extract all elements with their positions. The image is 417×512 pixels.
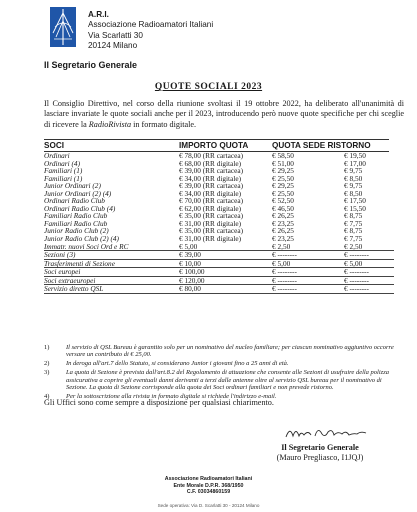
row-ristorno: € -------- [344,284,369,294]
table-top-rule [44,139,389,140]
row-ristorno: € 9,75 [344,166,363,176]
row-quota-sede: € -------- [272,250,297,260]
row-label: Soci europei [44,267,81,277]
footer-line-3: C.F. 03034860159 [186,489,231,495]
row-ristorno: € 8,50 [344,188,363,198]
footer [0,476,417,496]
row-quota-sede: € 23,25 [272,234,294,244]
row-importo: € 31,00 (RR digitale) [179,234,242,244]
table-row [44,260,394,269]
footnote [44,369,394,391]
fees-table [44,152,394,294]
row-ristorno: € 17,50 [344,196,366,206]
row-label: Ordinari Radio Club [44,196,105,206]
footer-line-1: Associazione Radioamatori Italiani [164,476,253,482]
row-ristorno: € -------- [344,275,369,285]
org-name: Associazione Radioamatori Italiani [88,20,214,30]
signature-block [250,443,390,464]
row-ristorno: € 2,50 [344,241,363,251]
row-label: Junior Radio Club (2) (4) [44,234,119,244]
row-importo: € 70,00 (RR cartacea) [179,196,244,206]
row-label: Familiari Radio Club [44,218,108,228]
footnote-number: 2) [44,360,50,368]
footnote-text: La quota di Sezione è prevista dall'art.8.2 del Regolamento di attuazione che consente alle Sezioni di usufruire della polizza assicurativa a coprire gli eventuali danni derivanti a terzi dalle antenne oltre al servizio QSL bureau per il nominativo di Sezione. La quota di Sezione corrisponde alla quota dei Soci ordinari familiari e non prevede ristorno. [66,369,389,392]
footnote-text: Per la sottoscrizione alla rivista in formato digitale si richiede l'indirizzo e-mail. [66,392,277,400]
row-ristorno: € 8,75 [344,226,363,236]
row-ristorno: € 17,00 [344,158,366,168]
letterhead-address [88,10,213,52]
row-quota-sede: € 58,50 [272,151,294,160]
row-quota-sede: € 2,50 [272,241,291,251]
org-short: A.R.I. [88,10,109,19]
ari-logo [50,7,76,47]
row-importo: € 35,00 (RR cartacea) [179,211,244,221]
table-row [44,243,394,252]
row-importo: € 39,00 (RR cartacea) [179,181,244,191]
row-ristorno: € 7,75 [344,234,363,244]
signature-title: Il Segretario Generale [281,443,359,452]
row-label: Familiari (1) [44,173,83,183]
table-row [44,268,394,277]
row-importo: € 39,00 [179,250,201,260]
row-quota-sede: € -------- [272,284,297,294]
row-label: Junior Ordinari (2) [44,181,101,191]
footer-line-2: Ente Morale D.P.R. 368/1950 [173,482,244,489]
footer-address: Sede operativa: Via D. Scarlatti 30 - 20124 Milano [157,503,260,508]
row-quota-sede: € 26,25 [272,211,294,221]
row-label: Servizio diretto QSL [44,284,104,294]
row-importo: € 10,00 [179,258,201,268]
footnote [44,344,394,359]
footnote-text: In deroga all'art.7 dello Statuto, si considerano Junior i giovani fino a 25 anni di età. [66,360,289,368]
row-ristorno: € 8,75 [344,211,363,221]
intro-paragraph: Il Consiglio Direttivo, nel corso della riunione svoltasi il 19 ottobre 2022, ha deliberato all'unanimità di lasciare invariate le quote sociali anche per il 2023, introducendo però nuove quote specifiche per chi sceglie di ricevere la RadioRivista in formato digitale. [44,99,404,129]
row-importo: € 80,00 [179,284,201,294]
row-ristorno: € -------- [344,250,369,260]
row-quota-sede: € 29,25 [272,166,294,176]
row-label: Junior Radio Club (2) [44,226,109,236]
row-quota-sede: € 25,50 [272,173,294,183]
row-label: Junior Ordinari (2) (4) [44,188,112,198]
row-quota-sede: € 23,25 [272,218,294,228]
row-ristorno: € 7,75 [344,218,363,228]
row-quota-sede: € 46,50 [272,203,294,213]
footnote-number: 4) [44,392,50,400]
row-label: Sezioni (3) [44,250,76,260]
row-quota-sede: € 52,50 [272,196,294,206]
row-importo: € 35,00 (RR cartacea) [179,226,244,236]
row-label: Familiari Radio Club [44,211,108,221]
row-importo: € 34,00 (RR digitale) [179,188,242,198]
row-quota-sede: € 29,25 [272,181,294,191]
org-city: 20124 Milano [88,41,138,51]
row-label: Soci extraeuropei [44,275,96,285]
intro-emphasis: RadioRivista [88,119,132,129]
signature-name: (Mauro Pregliasco, I1JQJ) [276,453,364,463]
footnote [44,360,394,367]
footnote-number: 1) [44,344,50,351]
row-importo: € 62,00 (RR digitale) [179,203,242,213]
row-importo: € 100,00 [179,267,205,277]
row-ristorno: € 15,50 [344,203,366,213]
col-header-sede-ristorno: QUOTA SEDE RISTORNO [272,141,371,150]
row-ristorno: € -------- [344,267,369,277]
row-importo: € 68,00 (RR digitale) [179,158,242,168]
row-importo: € 78,00 (RR cartacea) [179,151,244,160]
row-ristorno: € 19,50 [344,151,366,160]
handwritten-signature [282,422,372,444]
org-street: Via Scarlatti 30 [88,30,143,40]
row-label: Ordinari [44,151,70,160]
row-importo: € 120,00 [179,275,205,285]
row-importo: € 5,00 [179,241,198,251]
document-title: QUOTE SOCIALI 2023 [154,82,263,92]
row-quota-sede: € 5,00 [272,258,291,268]
row-label: Ordinari (4) [44,158,81,168]
row-quota-sede: € -------- [272,267,297,277]
row-ristorno: € 8,50 [344,173,363,183]
col-header-soci: SOCI [44,141,65,150]
row-quota-sede: € -------- [272,275,297,285]
closing-sentence: Gli Uffici sono come sempre a disposizione per qualsiasi chiarimento. [44,398,274,407]
secretary-heading: Il Segretario Generale [44,60,138,70]
row-label: Familiari (1) [44,166,83,176]
row-importo: € 31,00 (RR digitale) [179,218,242,228]
row-ristorno: € 5,00 [344,258,363,268]
footnote-text: Il servizio di QSL Bureau è garantito solo per un nominativo del nucleo familiare; per ciascun nominativo aggiuntivo occorre versare un contributo di € 25,00. [66,344,394,359]
row-label: Ordinari Radio Club (4) [44,203,116,213]
row-label: Immatr. nuovi Soci Ord e RC [44,241,129,251]
row-quota-sede: € 26,25 [272,226,294,236]
row-importo: € 39,00 (RR cartacea) [179,166,244,176]
table-row [44,285,394,294]
footnote-number: 3) [44,369,50,377]
row-quota-sede: € 51,00 [272,158,294,168]
row-label: Trasferimenti di Sezione [44,258,115,268]
footnotes [44,344,394,402]
row-importo: € 34,00 (RR digitale) [179,173,242,183]
col-header-importo: IMPORTO QUOTA [179,141,249,150]
row-quota-sede: € 25,50 [272,188,294,198]
row-ristorno: € 9,75 [344,181,363,191]
